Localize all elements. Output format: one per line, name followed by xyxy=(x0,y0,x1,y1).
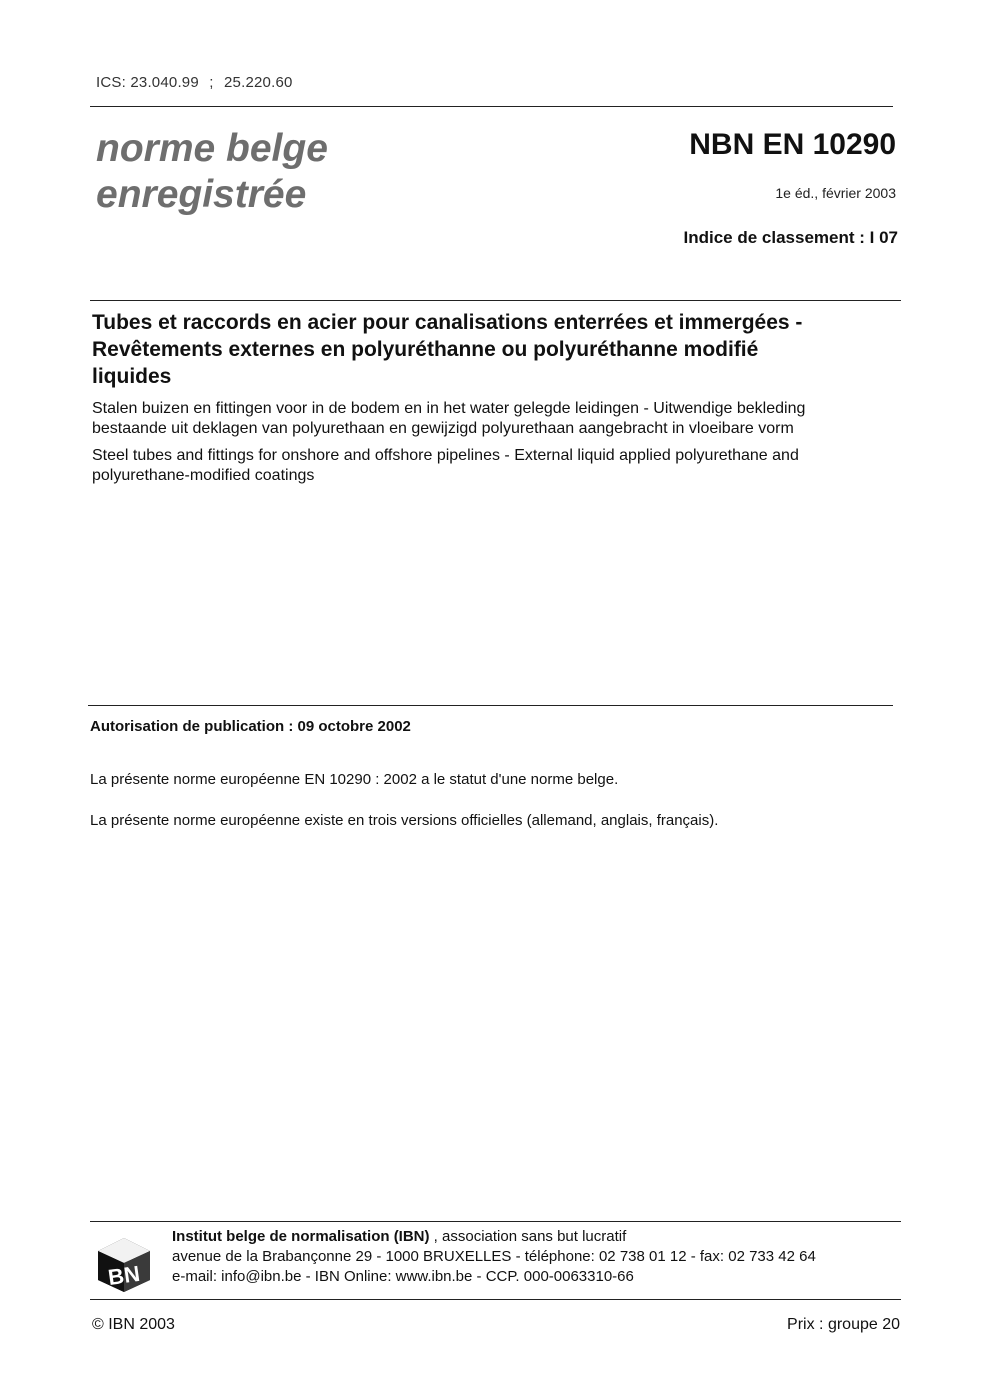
ics-separator: ; xyxy=(209,74,214,91)
title-french xyxy=(92,309,902,390)
copyright: © IBN 2003 xyxy=(92,1316,175,1333)
title-rule xyxy=(90,300,901,301)
brand-line-2: enregistrée xyxy=(96,173,307,216)
body-rule xyxy=(88,705,893,706)
institute-contact: e-mail: info@ibn.be - IBN Online: www.ibn.be - CCP. 000-0063310-66 xyxy=(172,1268,634,1285)
versions-statement: La présente norme européenne existe en trois versions officielles (allemand, anglais, français). xyxy=(90,812,719,829)
ibn-logo-icon xyxy=(96,1236,152,1294)
standard-number: NBN EN 10290 xyxy=(689,128,896,161)
institute-address: avenue de la Brabançonne 29 - 1000 BRUXELLES - téléphone: 02 738 01 12 - fax: 02 733 42 64 xyxy=(172,1248,816,1265)
edition-date: 1e éd., février 2003 xyxy=(775,185,896,201)
title-french-line: Tubes et raccords en acier pour canalisations enterrées et immergées - xyxy=(92,311,803,334)
publication-authorization: Autorisation de publication : 09 octobre 2002 xyxy=(90,718,411,735)
brand-line-1: norme belge xyxy=(96,127,328,170)
logo-letters: BN xyxy=(106,1260,142,1291)
price-group: Prix : groupe 20 xyxy=(787,1316,900,1333)
ics-codes: ICS: 23.040.99 ; 25.220.60 xyxy=(96,74,293,91)
brand-heading xyxy=(96,126,328,218)
ics-code-1: 23.040.99 xyxy=(130,74,199,91)
footer-rule-bottom xyxy=(90,1299,901,1300)
title-dutch xyxy=(92,399,902,439)
institute-name: Institut belge de normalisation (IBN) xyxy=(172,1228,430,1245)
footer-rule-top xyxy=(90,1221,901,1222)
title-dutch-line: bestaande uit deklagen van polyurethaan en gewijzigd polyurethaan aangebracht in vloeibare vorm xyxy=(92,420,794,437)
title-dutch-line: Stalen buizen en fittingen voor in de bodem en in het water gelegde leidingen - Uitwendige bekleding xyxy=(92,400,806,417)
institute-info xyxy=(172,1227,816,1287)
status-statement: La présente norme européenne EN 10290 : 2002 a le statut d'une norme belge. xyxy=(90,771,619,788)
title-english-line: Steel tubes and fittings for onshore and offshore pipelines - External liquid applied polyurethane and xyxy=(92,447,799,464)
title-english xyxy=(92,446,902,486)
title-french-line: liquides xyxy=(92,365,172,388)
institute-suffix: , association sans but lucratif xyxy=(429,1228,627,1245)
header-rule xyxy=(90,106,893,107)
title-english-line: polyurethane-modified coatings xyxy=(92,467,315,484)
classification-index: Indice de classement : I 07 xyxy=(683,228,898,247)
ics-code-2: 25.220.60 xyxy=(224,74,293,91)
title-french-line: Revêtements externes en polyuréthanne ou polyuréthanne modifié xyxy=(92,338,759,361)
